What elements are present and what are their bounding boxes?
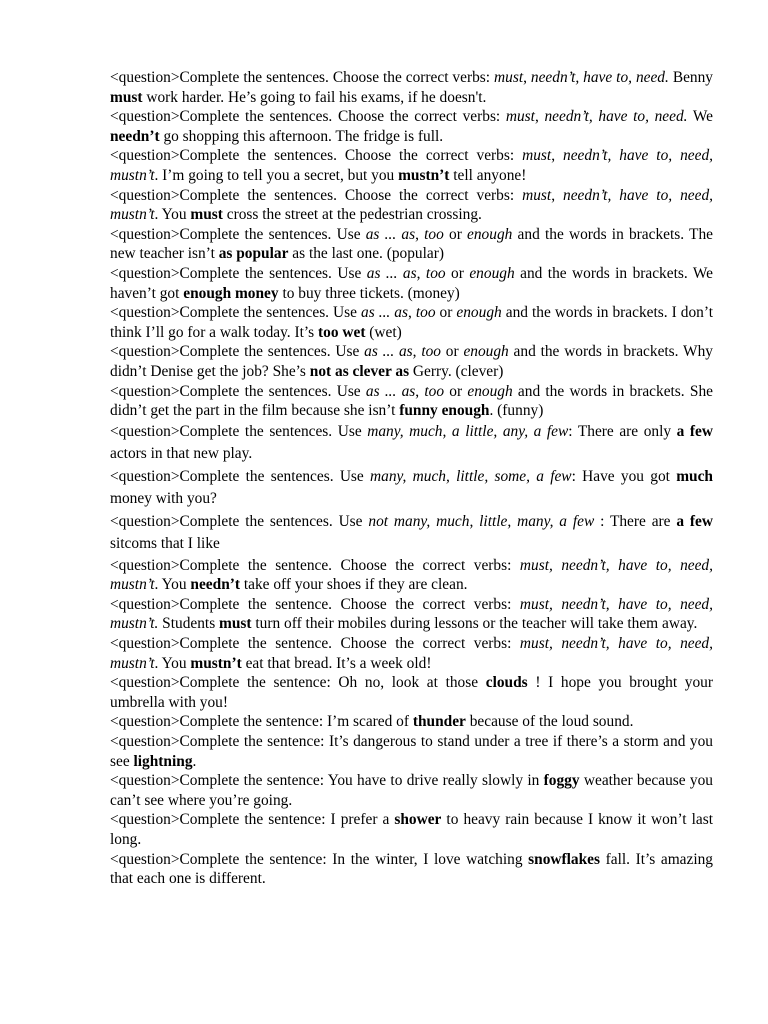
question-text: (wet) <box>365 323 402 341</box>
question-item <box>110 511 713 556</box>
verb-options-text: must, needn’t, have to, need, mustn’t. <box>110 595 713 633</box>
verb-options-text: must <box>494 69 524 86</box>
question-text: <question>Complete the sentence: Oh no, look at those <box>110 674 486 692</box>
question-text: . (funny) <box>489 402 544 420</box>
question-text: or <box>441 343 464 361</box>
answer-text: enough money <box>183 284 279 302</box>
answer-text: much <box>676 467 713 485</box>
question-item <box>110 146 713 185</box>
verb-options-text: needn’t, have to, need. <box>530 69 669 86</box>
verb-options-text: too <box>424 225 444 243</box>
question-item <box>110 732 713 771</box>
answer-text: a few <box>676 422 713 440</box>
question-text: tell anyone! <box>449 166 527 184</box>
verb-options-text: enough <box>463 343 509 361</box>
question-item <box>110 556 713 595</box>
question-item <box>110 342 713 381</box>
question-text: Benny <box>668 69 714 86</box>
verb-options-text: needn’t, have to, need, mustn’t <box>110 186 714 224</box>
verb-options-text: as ... as <box>365 382 416 400</box>
verb-options-text: too <box>415 304 436 322</box>
question-text: . You <box>154 654 191 672</box>
question-item <box>110 186 713 225</box>
question-text: as the last one. (popular) <box>288 245 444 263</box>
question-text: : Have you got <box>571 467 677 485</box>
question-text: to heavy rain because I know it won’t last long. <box>110 811 713 848</box>
answer-text: as popular <box>218 245 289 263</box>
question-text: Gerry. (clever) <box>409 362 504 380</box>
question-item <box>110 810 713 849</box>
question-item <box>110 421 713 466</box>
question-text: . <box>192 752 197 770</box>
answer-text: needn’t <box>190 576 240 594</box>
question-text: ! I hope you brought your umbrella with you! <box>110 674 714 711</box>
question-item <box>110 382 713 421</box>
question-text: . You <box>154 576 191 594</box>
verb-options-text: must <box>522 186 552 204</box>
question-text: or <box>435 304 457 322</box>
question-item <box>110 303 713 342</box>
question-item <box>110 68 713 107</box>
verb-options-text: many, much, a little, any, a few <box>367 422 569 440</box>
question-text: . You <box>154 206 191 224</box>
verb-options-text: enough <box>456 304 502 322</box>
question-text: and the words in brackets. She didn’t get the part in the film because she isn’t <box>110 382 713 420</box>
answer-text: lightning <box>133 752 193 770</box>
question-text: <question>Complete the sentences. Choose the correct verbs: <box>110 69 495 86</box>
question-text: We <box>687 108 714 126</box>
answer-text: mustn’t <box>190 654 242 672</box>
question-text: , <box>551 186 564 204</box>
question-item <box>110 595 713 634</box>
question-text: and the words in brackets. We haven’t got <box>110 264 714 302</box>
answer-text: not as clever as <box>309 362 410 380</box>
question-text: <question>Complete the sentences. Use <box>110 422 368 440</box>
question-text: <question>Complete the sentences. Use <box>110 343 365 361</box>
question-text: to buy three tickets. (money) <box>278 284 460 302</box>
question-text: Students <box>158 615 220 633</box>
answer-text: too wet <box>318 323 366 341</box>
question-text: go shopping this afternoon. The fridge is full. <box>159 127 444 145</box>
question-text: , <box>551 147 564 165</box>
question-text: , <box>407 304 416 322</box>
verb-options-text: must, needn’t, have to, need, mustn’t <box>110 635 713 672</box>
question-text: , <box>416 264 426 282</box>
question-text: <question>Complete the sentences. Use <box>110 512 369 530</box>
question-text: turn off their mobiles during lessons or the teacher will take them away. <box>251 615 698 633</box>
question-text: , <box>415 382 425 400</box>
verb-options-text: too <box>424 382 445 400</box>
answer-text: foggy <box>543 772 580 790</box>
verb-options-text: must <box>505 108 535 126</box>
verb-options-text: enough <box>467 382 513 400</box>
answer-text: must <box>110 88 143 106</box>
question-text: <question>Complete the sentences. Choose the correct verbs: <box>110 186 523 204</box>
verb-options-text: as ... as <box>365 225 416 243</box>
question-item <box>110 466 713 511</box>
answer-text: a few <box>676 512 713 530</box>
question-text: and the words in brackets. Why didn’t Denise get the job? She’s <box>110 343 713 380</box>
question-text: and the words in brackets. The new teacher isn’t <box>110 225 713 263</box>
question-item <box>110 107 713 146</box>
verb-options-text: not many, much, little, many, a few <box>368 512 595 530</box>
question-text: <question>Complete the sentence: You have to drive really slowly in <box>110 772 544 790</box>
question-text: money with you? <box>110 490 217 508</box>
question-text: <question>Complete the sentences. Use <box>110 225 366 243</box>
document-body <box>110 68 713 889</box>
answer-text: must <box>219 615 252 633</box>
question-text: <question>Complete the sentences. Use <box>110 264 367 282</box>
verb-options-text: enough <box>467 225 513 243</box>
answer-text: must <box>190 206 223 224</box>
question-text: because of the loud sound. <box>465 713 634 731</box>
question-text: cross the street at the pedestrian crossing. <box>222 206 482 224</box>
question-text: or <box>444 382 468 400</box>
question-text: , <box>523 69 531 86</box>
answer-text: funny enough <box>399 402 490 420</box>
verb-options-text: must, needn’t, have to, need, mustn’t <box>110 556 713 594</box>
question-text: or <box>443 225 468 243</box>
question-text: . I’m going to tell you a secret, but you <box>154 166 399 184</box>
answer-text: shower <box>394 811 442 829</box>
question-text: <question>Complete the sentence. Choose the correct verbs: <box>110 635 520 653</box>
question-item <box>110 225 713 264</box>
answer-text: clouds <box>485 674 528 692</box>
question-text: <question>Complete the sentence: I prefer a <box>110 811 395 829</box>
question-text: <question>Complete the sentences. Use <box>110 304 362 322</box>
verb-options-text: enough <box>469 264 515 282</box>
verb-options-text: as ... as <box>364 343 413 361</box>
question-text: eat that bread. It’s a week old! <box>241 654 432 672</box>
question-text: : There are <box>594 512 677 530</box>
question-text: <question>Complete the sentence: I’m scared of <box>110 713 413 731</box>
answer-text: needn’t <box>110 127 160 145</box>
verb-options-text: too <box>421 343 441 361</box>
question-text: and the words in brackets. I don’t think I’ll go for a walk today. It’s <box>110 304 713 341</box>
question-text: actors in that new play. <box>110 445 253 463</box>
verb-options-text: many, much, little, some, a few <box>370 467 572 485</box>
answer-text: thunder <box>412 713 466 731</box>
verb-options-text: as ... as <box>361 304 408 322</box>
question-text: <question>Complete the sentences. Choose the correct verbs: <box>110 147 523 165</box>
question-text: or <box>445 264 470 282</box>
verb-options-text: as ... as <box>366 264 417 282</box>
answer-text: mustn’t <box>398 166 450 184</box>
question-item <box>110 264 713 303</box>
question-text: , <box>534 108 545 126</box>
question-text: <question>Complete the sentences. Use <box>110 382 366 400</box>
question-text: , <box>415 225 425 243</box>
question-item <box>110 712 713 732</box>
question-text: <question>Complete the sentence: In the winter, I love watching <box>110 850 529 868</box>
question-text: <question>Complete the sentence. Choose the correct verbs: <box>110 595 520 613</box>
verb-options-text: too <box>425 264 446 282</box>
verb-options-text: must <box>522 147 552 165</box>
question-text: work harder. He’s going to fail his exams, if he doesn't. <box>142 88 487 106</box>
question-item <box>110 850 713 889</box>
question-text: , <box>412 343 422 361</box>
verb-options-text: needn’t, have to, need, mustn’t <box>110 147 714 184</box>
answer-text: snowflakes <box>528 850 600 868</box>
question-text: fall. It’s amazing that each one is different. <box>110 850 713 888</box>
question-text: take off your shoes if they are clean. <box>240 576 468 594</box>
question-text: <question>Complete the sentence. Choose the correct verbs: <box>110 556 520 574</box>
question-item <box>110 634 713 673</box>
question-item <box>110 771 713 810</box>
verb-options-text: needn’t, have to, need. <box>544 108 688 126</box>
question-text: sitcoms that I like <box>110 535 220 553</box>
question-text: <question>Complete the sentences. Choose the correct verbs: <box>110 108 506 126</box>
question-item <box>110 673 713 712</box>
question-text: : There are only <box>568 422 677 440</box>
question-text: <question>Complete the sentences. Use <box>110 467 371 485</box>
question-text: <question>Complete the sentence: It’s dangerous to stand under a tree if there’s a storm and you see <box>110 733 713 770</box>
question-text: weather because you can’t see where you’re going. <box>110 772 713 809</box>
